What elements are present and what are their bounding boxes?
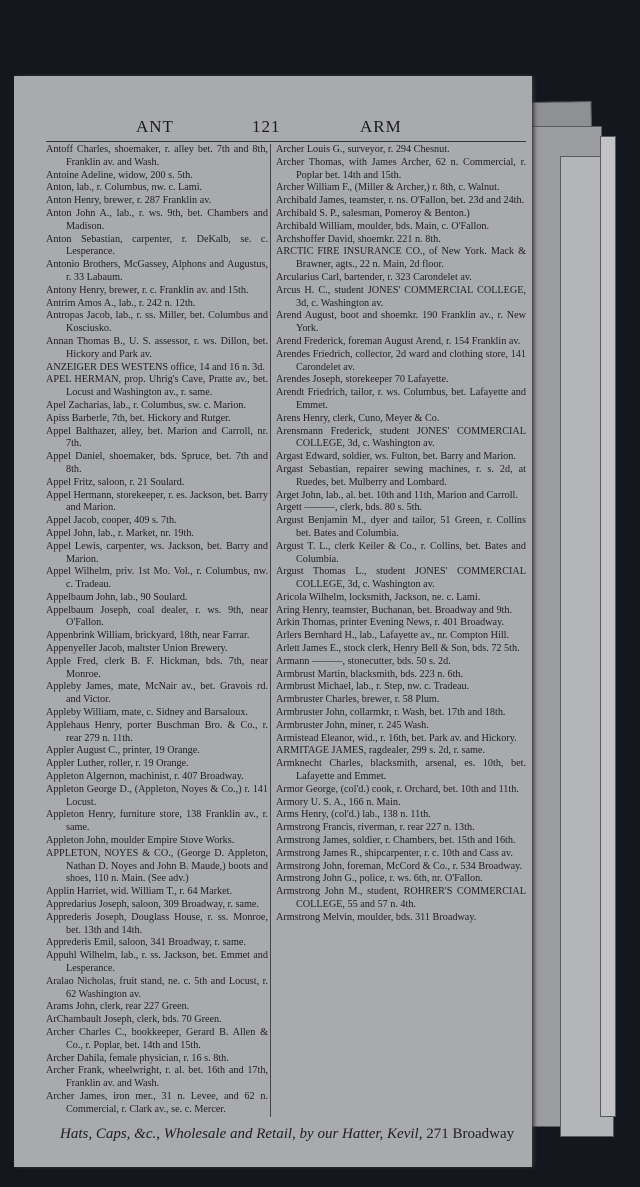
directory-entry: Arget John, lab., al. bet. 10th and 11th, Marion and Carroll. xyxy=(276,489,518,501)
directory-entry: Armbrust Martin, blacksmith, bds. 223 n. 6th. xyxy=(276,668,464,680)
directory-entry: Antoine Adeline, widow, 200 s. 5th. xyxy=(46,169,193,181)
directory-entry: Appleby James, mate, McNair av., bet. Gravois rd. and Victor. xyxy=(46,681,268,706)
directory-entry: Archer Charles C., bookkeeper, Gerard B. Allen & Co., r. Poplar, bet. 14th and 15th. xyxy=(46,1026,268,1051)
directory-entry: Argust T. L., clerk Keiler & Co., r. Collins, bet. Bates and Columbia. xyxy=(276,540,526,565)
directory-entry: Armstrong Francis, riverman, r. rear 227 n. 13th. xyxy=(276,822,475,834)
directory-entry: Argett ———, clerk, bds. 80 s. 5th. xyxy=(276,502,423,514)
directory-entry: Appleton John, moulder Empire Stove Works. xyxy=(46,835,235,847)
directory-entry: Armann ———, stonecutter, bds. 50 s. 2d. xyxy=(276,655,451,667)
directory-entry: Armstrong James, soldier, r. Chambers, bet. 15th and 16th. xyxy=(276,835,516,847)
directory-entry: Appleby William, mate, c. Sidney and Barsaloux. xyxy=(46,707,248,719)
directory-entry: Appleton George D., (Appleton, Noyes & Co.,) r. 141 Locust. xyxy=(46,783,268,808)
directory-entry: Archer Dahila, female physician, r. 16 s. 8th. xyxy=(46,1052,229,1064)
directory-entry: Argast Edward, soldier, ws. Fulton, bet. Barry and Marion. xyxy=(276,451,516,463)
directory-entry: Antony Henry, brewer, r. c. Franklin av. and 15th. xyxy=(46,284,249,296)
directory-entry: Antropas Jacob, lab., r. ss. Miller, bet. Columbus and Kosciusko. xyxy=(46,310,268,335)
directory-entry: Appuhl Wilhelm, lab., r. ss. Jackson, bet. Emmet and Lesperance. xyxy=(46,950,268,974)
directory-entry: Archer Frank, wheelwright, r. al. bet. 16th and 17th, Franklin av. and Wash. xyxy=(46,1065,268,1090)
directory-entry: Appel Jacob, cooper, 409 s. 7th. xyxy=(46,515,177,527)
directory-entry: Arkin Thomas, printer Evening News, r. 401 Broadway. xyxy=(276,617,505,629)
directory-entry: Appenbrink William, brickyard, 18th, near Farrar. xyxy=(46,630,250,642)
directory-entry: Anton Henry, brewer, r. 287 Franklin av. xyxy=(46,195,212,207)
directory-entry: Appler Luther, roller, r. 19 Orange. xyxy=(46,758,189,770)
directory-entry: Armbruster John, collarmkr, r. Wash, bet. 17th and 18th. xyxy=(276,707,506,719)
directory-entry: Arendes Friedrich, collector, 2d ward and clothing store, 141 Carondelet av. xyxy=(276,348,526,373)
directory-entry: Arendes Joseph, storekeeper 70 Lafayette. xyxy=(276,374,449,386)
directory-entry: Arcus H. C., student JONES' COMMERCIAL COLLEGE, 3d, c. Washington av. xyxy=(276,284,526,309)
directory-entry: Aricola Wilhelm, locksmith, Jackson, ne. c. Lami. xyxy=(276,591,481,603)
running-header xyxy=(46,117,526,141)
directory-entry: Arms Henry, (col'd.) lab., 138 n. 11th. xyxy=(276,809,431,821)
left-guide-word: ANT xyxy=(136,117,174,136)
directory-entry: Appel Hermann, storekeeper, r. es. Jackson, bet. Barry and Marion. xyxy=(46,489,268,514)
directory-entry: Archibald James, teamster, r. ns. O'Fallon, bet. 23d and 24th. xyxy=(276,195,525,207)
directory-entry: Appleton Algernon, machinist, r. 407 Broadway. xyxy=(46,771,244,783)
directory-entry: Archer James, iron mer., 31 n. Levee, and 62 n. Commercial, r. Clark av., se. c. Mercer. xyxy=(46,1090,268,1115)
right-column xyxy=(271,144,526,925)
left-column xyxy=(46,144,271,1117)
directory-entry: APPLETON, NOYES & CO., (George D. Appleton, Nathan D. Noyes and John B. Maude,) boots and shoes, 110 n. Main. (See adv.) xyxy=(46,847,268,885)
directory-entry: Aring Henry, teamster, Buchanan, bet. Broadway and 9th. xyxy=(276,604,513,616)
directory-entry: Arlers Bernhard H., lab., Lafayette av., nr. Compton Hill. xyxy=(276,630,510,642)
directory-entry: ARCTIC FIRE INSURANCE CO., of New York. Mack & Brawner, agts., 22 n. Main, 2d floor. xyxy=(276,246,526,271)
directory-entry: Appel Lewis, carpenter, ws. Jackson, bet. Barry and Marion. xyxy=(46,540,268,565)
directory-entry: Arlett James E., stock clerk, Henry Bell & Son, bds. 72 5th. xyxy=(276,643,520,655)
directory-entry: Arend Frederick, foreman August Arend, r. 154 Franklin av. xyxy=(276,335,521,347)
directory-entry: Appelbaum John, lab., 90 Soulard. xyxy=(46,591,188,603)
directory-entry: Archer Louis G., surveyor, r. 294 Chesnut. xyxy=(276,144,450,155)
footer-address: 271 Broadway xyxy=(426,1125,515,1142)
directory-entry: ArChambault Joseph, clerk, bds. 70 Green. xyxy=(46,1014,222,1026)
directory-entry: Armstrong James R., shipcarpenter, r. c. 10th and Cass av. xyxy=(276,847,513,859)
directory-entry: Armbrust Michael, lab., r. Step, nw. c. Tradeau. xyxy=(276,681,470,693)
right-guide-word: ARM xyxy=(360,117,402,136)
directory-entry: Archer William F., (Miller & Archer,) r. 8th, c. Walnut. xyxy=(276,182,500,194)
directory-entry: Arend August, boot and shoemkr. 190 Franklin av., r. New York. xyxy=(276,310,526,335)
directory-entry: Apprederis Joseph, Douglass House, r. ss. Monroe, bet. 13th and 14th. xyxy=(46,911,268,936)
directory-entry: Appler August C., printer, 19 Orange. xyxy=(46,745,200,757)
directory-entry: Apprederis Emil, saloon, 341 Broadway, r. same. xyxy=(46,937,246,949)
footer-advertisement xyxy=(60,1125,526,1143)
directory-entry: Antrim Amos A., lab., r. 242 n. 12th. xyxy=(46,297,196,309)
directory-entry: Appel Balthazer, alley, bet. Marion and Carroll, nr. 7th. xyxy=(46,425,268,450)
directory-entry: Antoff Charles, shoemaker, r. alley bet. 7th and 8th, Franklin av. and Wash. xyxy=(46,144,268,168)
directory-entry: Archibald S. P., salesman, Pomeroy & Benton.) xyxy=(276,207,470,219)
directory-entry: Armknecht Charles, blacksmith, arsenal, es. 10th, bet. Lafayette and Emmet. xyxy=(276,758,526,783)
directory-entry: Appredarius Joseph, saloon, 309 Broadway, r. same. xyxy=(46,899,259,911)
directory-entry: Appenyeller Jacob, maltster Union Brewery. xyxy=(46,643,228,655)
directory-entry: Arensmann Frederick, student JONES' COMMERCIAL COLLEGE, 3d, c. Washington av. xyxy=(276,425,526,450)
directory-entry: Armstrong John G., police, r. ws. 6th, nr. O'Fallon. xyxy=(276,873,483,885)
directory-entry: Armstrong John, foreman, McCord & Co., r. 534 Broadway. xyxy=(276,860,523,872)
directory-entry: Annan Thomas B., U. S. assessor, r. ws. Dillon, bet. Hickory and Park av. xyxy=(46,335,268,360)
directory-page xyxy=(14,76,532,1167)
directory-entry: Appel John, lab., r. Market, nr. 19th. xyxy=(46,527,194,539)
directory-entry: Apiss Barberle, 7th, bet. Hickory and Rutger. xyxy=(46,412,231,424)
directory-entry: Argust Benjamin M., dyer and tailor, 51 Green, r. Collins bet. Bates and Columbia. xyxy=(276,515,526,539)
directory-entry: Apple Fred, clerk B. F. Hickman, bds. 7th, near Monroe. xyxy=(46,655,268,680)
columns xyxy=(46,144,526,1117)
directory-entry: Archer Thomas, with James Archer, 62 n. Commercial, r. Poplar bet. 14th and 15th. xyxy=(276,156,526,181)
directory-entry: Anton, lab., r. Columbus, nw. c. Lami. xyxy=(46,182,203,194)
directory-entry: Armbruster Charles, brewer, r. 58 Plum. xyxy=(276,694,440,706)
directory-entry: Arcularius Carl, bartender, r. 323 Carondelet av. xyxy=(276,271,472,283)
page-number: 121 xyxy=(252,117,281,136)
directory-entry: Appel Daniel, shoemaker, bds. Spruce, bet. 7th and 8th. xyxy=(46,451,268,475)
directory-entry: Appleton Henry, furniture store, 138 Franklin av., r. same. xyxy=(46,809,268,834)
directory-entry: Apel Zacharias, lab., r. Columbus, sw. c. Marion. xyxy=(46,399,246,411)
directory-entry: Armistead Eleanor, wid., r. 16th, bet. Park av. and Hickory. xyxy=(276,732,517,744)
directory-entry: Argast Sebastian, repairer sewing machines, r. s. 2d, at Ruedes, bet. Mulberry and Lombard. xyxy=(276,463,526,488)
directory-entry: Arams John, clerk, rear 227 Green. xyxy=(46,1001,190,1013)
directory-entry: Applin Harriet, wid. William T., r. 64 Market. xyxy=(46,886,233,898)
directory-entry: APEL HERMAN, prop. Uhrig's Cave, Pratte av., bet. Locust and Washington av., r. same. xyxy=(46,374,268,399)
directory-entry: Applehaus Henry, porter Buschman Bro. & Co., r. rear 279 n. 11th. xyxy=(46,719,268,744)
directory-entry: Anton Sebastian, carpenter, r. DeKalb, se. c. Lesperance. xyxy=(46,233,268,258)
directory-entry: ANZEIGER DES WESTENS office, 14 and 16 n. 3d. xyxy=(46,361,265,373)
directory-entry: Armory U. S. A., 166 n. Main. xyxy=(276,796,401,808)
directory-entry: Appelbaum Joseph, coal dealer, r. ws. 9th, near O'Fallon. xyxy=(46,604,268,629)
footer-text: Hats, Caps, &c., Wholesale and Retail, by our Hatter, Kevil, xyxy=(60,1125,423,1142)
directory-entry: Appel Wilhelm, priv. 1st Mo. Vol., r. Columbus, nw. c. Tradeau. xyxy=(46,566,268,591)
directory-entry: Archshoffer David, shoemkr. 221 n. 8th. xyxy=(276,233,441,245)
directory-entry: Argust Thomas L., student JONES' COMMERCIAL COLLEGE, 3d, c. Washington av. xyxy=(276,566,526,591)
directory-entry: Aralao Nicholas, fruit stand, ne. c. 5th and Locust, r. 62 Washington av. xyxy=(46,975,268,1000)
directory-entry: Archibald William, moulder, bds. Main, c. O'Fallon. xyxy=(276,220,490,232)
directory-entry: ARMITAGE JAMES, ragdealer, 299 s. 2d, r. same. xyxy=(276,745,486,757)
directory-entry: Arens Henry, clerk, Cuno, Meyer & Co. xyxy=(276,412,440,424)
directory-entry: Armstrong John M., student, ROHRER'S COMMERCIAL COLLEGE, 55 and 57 n. 4th. xyxy=(276,886,526,911)
directory-entry: Arendt Friedrich, tailor, r. ws. Columbus, bet. Lafayette and Emmet. xyxy=(276,387,526,411)
directory-entry: Antonio Brothers, McGassey, Alphons and Augustus, r. 33 Labaum. xyxy=(46,259,268,283)
header-rule xyxy=(46,141,526,142)
stacked-page-right-3 xyxy=(600,136,616,1117)
directory-entry: Appel Fritz, saloon, r. 21 Soulard. xyxy=(46,476,185,488)
directory-entry: Armor George, (col'd.) cook, r. Orchard, bet. 10th and 11th. xyxy=(276,783,519,795)
directory-entry: Armbruster John, miner, r. 245 Wash. xyxy=(276,719,429,731)
directory-entry: Armstrong Melvin, moulder, bds. 311 Broadway. xyxy=(276,911,477,923)
directory-entry: Anton John A., lab., r. ws. 9th, bet. Chambers and Madison. xyxy=(46,207,268,232)
